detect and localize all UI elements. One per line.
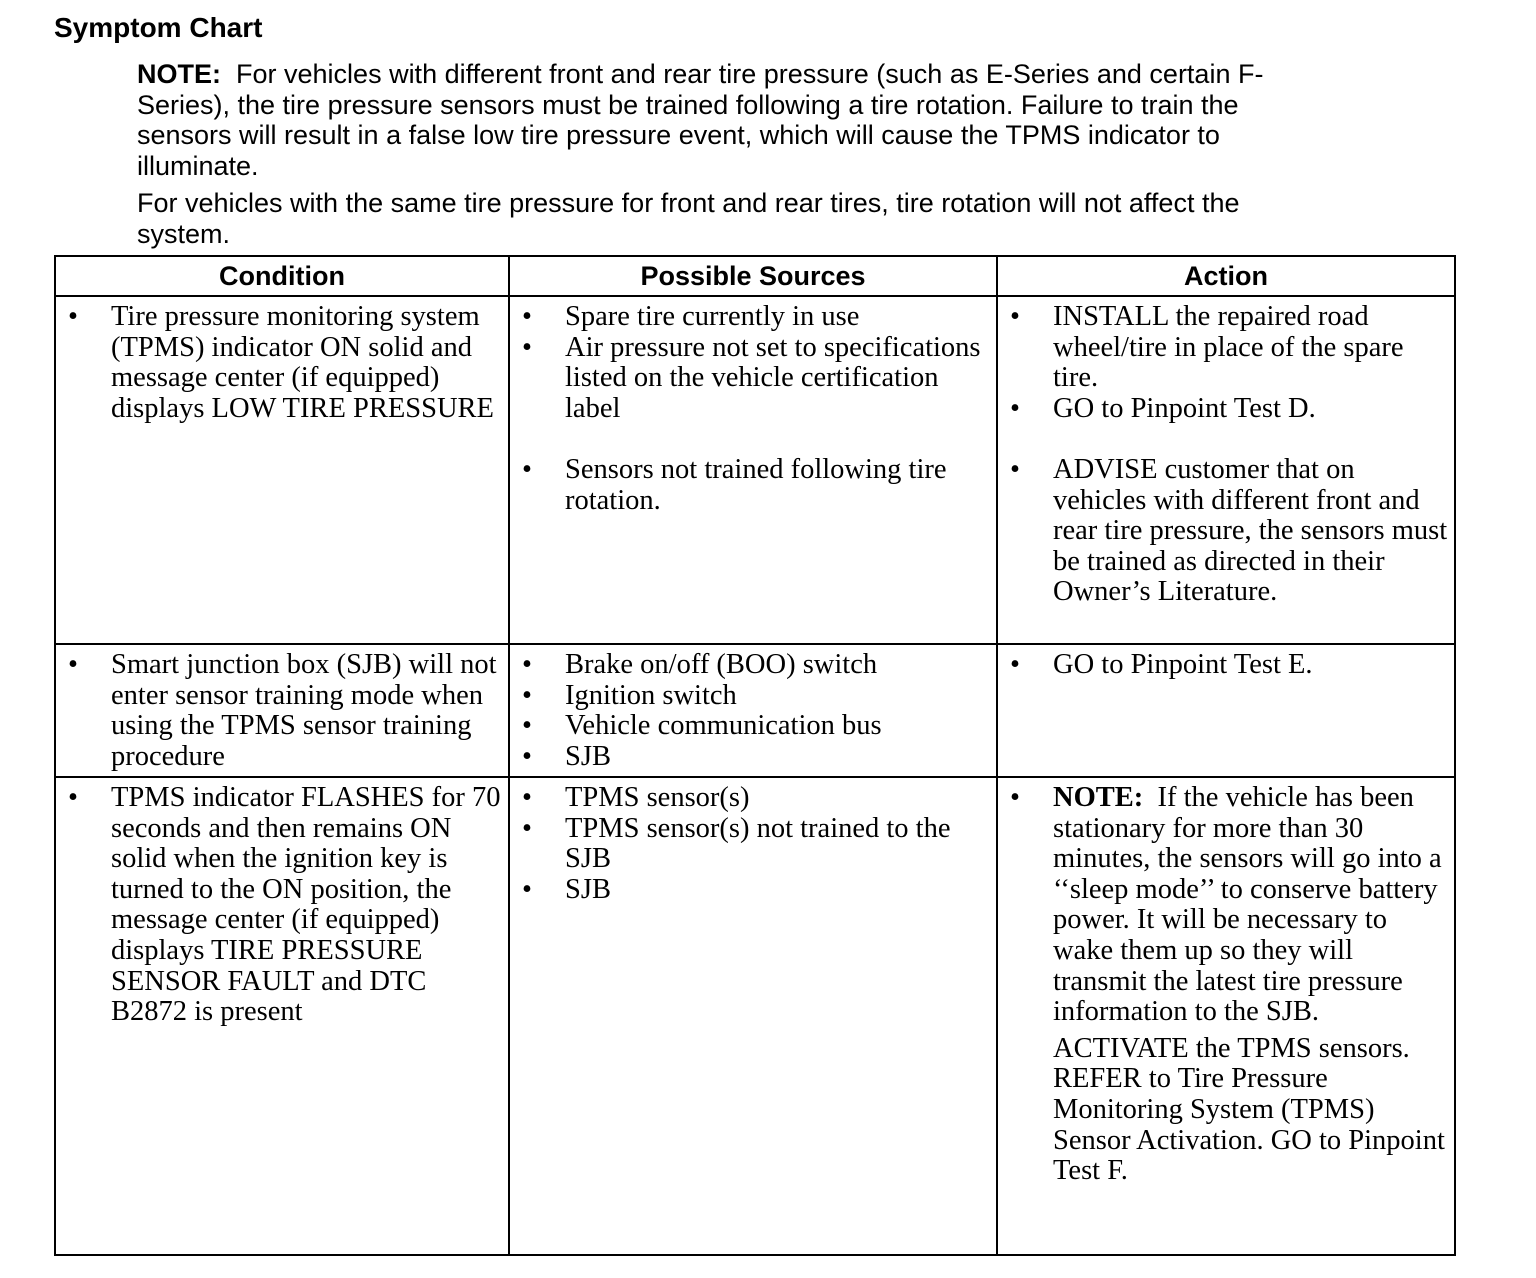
- source-item: • SJB: [510, 742, 996, 773]
- condition-item: • Tire pressure monitoring system (TPMS) indicator ON solid and message center (if equipped) displays LOW TIRE PRESSURE: [56, 302, 508, 424]
- action-item: • GO to Pinpoint Test E.: [998, 650, 1454, 681]
- action-cell: [997, 777, 1455, 1255]
- source-item: • Spare tire currently in use: [510, 302, 996, 333]
- action-continuation: ACTIVATE the TPMS sensors. REFER to Tire Pressure Monitoring System (TPMS) Sensor Activation. GO to Pinpoint Test F.: [1053, 1032, 1445, 1187]
- condition-cell: [55, 777, 509, 1255]
- sources-cell: [509, 296, 997, 644]
- page-title: Symptom Chart: [54, 12, 263, 43]
- action-item: • GO to Pinpoint Test D.: [998, 394, 1454, 425]
- source-item: • Vehicle communication bus: [510, 711, 996, 742]
- note-paragraph: [137, 59, 1337, 181]
- sources-cell: [509, 644, 997, 777]
- header-possible-sources: Possible Sources: [509, 256, 997, 296]
- action-item: • INSTALL the repaired road wheel/tire in place of the spare tire.: [998, 302, 1454, 394]
- note-label: NOTE:: [137, 59, 221, 89]
- action-item: [998, 783, 1454, 1028]
- table-row: [55, 777, 1455, 1255]
- source-item: • SJB: [510, 875, 996, 906]
- header-action: Action: [997, 256, 1455, 296]
- action-note-text: If the vehicle has been stationary for more than 30 minutes, the sensors will go into a ‘‘sleep mode’’ to conserve battery power. It will be necessary to wake them up so they will transmit the latest tire pressure information to the SJB.: [1053, 782, 1442, 1028]
- source-item: • Ignition switch: [510, 681, 996, 712]
- source-item: • Air pressure not set to specifications listed on the vehicle certification label: [510, 333, 996, 425]
- note-text: For vehicles with different front and rear tire pressure (such as E-Series and certain F-Series), the tire pressure sensors must be trained following a tire rotation. Failure to train the sensors will result in a false low tire pressure event, which will cause the TPMS indicator to illuminate.: [137, 59, 1264, 181]
- condition-cell: [55, 296, 509, 644]
- source-item: • Brake on/off (BOO) switch: [510, 650, 996, 681]
- source-item: • Sensors not trained following tire rotation.: [510, 455, 996, 516]
- action-item: • ADVISE customer that on vehicles with different front and rear tire pressure, the sensors must be trained as directed in their Owner’s Literature.: [998, 455, 1454, 608]
- condition-cell: [55, 644, 509, 777]
- header-condition: Condition: [55, 256, 509, 296]
- table-row: [55, 296, 1455, 644]
- table-header-row: [55, 256, 1455, 296]
- action-note-label: NOTE:: [1053, 782, 1144, 813]
- note-block: [137, 59, 1337, 256]
- symptom-table: [54, 255, 1456, 1256]
- condition-item: • Smart junction box (SJB) will not enter sensor training mode when using the TPMS sensor training procedure: [56, 650, 508, 772]
- sources-cell: [509, 777, 997, 1255]
- source-item: • TPMS sensor(s) not trained to the SJB: [510, 814, 996, 875]
- condition-item: • TPMS indicator FLASHES for 70 seconds and then remains ON solid when the ignition key is turned to the ON position, the message center (if equipped) displays TIRE PRESSURE SENSOR FAULT and DTC B2872 is present: [56, 783, 508, 1028]
- source-item: • TPMS sensor(s): [510, 783, 996, 814]
- note-paragraph-2: For vehicles with the same tire pressure for front and rear tires, tire rotation will not affect the system.: [137, 188, 1240, 249]
- table-row: [55, 644, 1455, 777]
- action-cell: [997, 644, 1455, 777]
- action-cell: [997, 296, 1455, 644]
